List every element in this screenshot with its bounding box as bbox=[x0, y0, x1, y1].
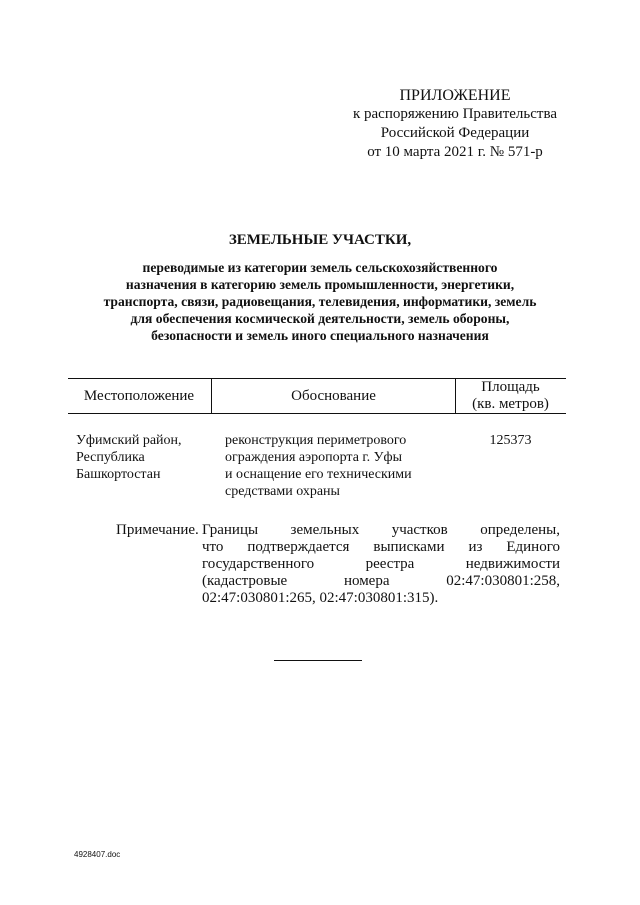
land-plots-table bbox=[68, 378, 566, 514]
table-header bbox=[68, 378, 566, 414]
appendix-line-3: от 10 марта 2021 г. № 571-р bbox=[367, 144, 543, 160]
location-line: Уфимский район, bbox=[76, 433, 182, 448]
subtitle-line: безопасности и земель иного специального назначения bbox=[151, 328, 489, 343]
note-line: государственного реестра недвижимости bbox=[202, 556, 560, 572]
subtitle-line: переводимые из категории земель сельскохозяйственного bbox=[142, 260, 498, 275]
header-basis: Обоснование bbox=[211, 379, 456, 413]
basis-line: и оснащение его техническими bbox=[225, 467, 412, 482]
appendix-title: ПРИЛОЖЕНИЕ bbox=[399, 87, 511, 104]
note-line: (кадастровые номера 02:47:030801:258, bbox=[202, 573, 560, 589]
note-line: что подтверждается выписками из Единого bbox=[202, 539, 560, 555]
subtitle-line: для обеспечения космической деятельности, земель обороны, bbox=[130, 311, 510, 326]
header-area-line-1: Площадь bbox=[481, 379, 540, 395]
table-row bbox=[68, 414, 566, 514]
note-line: 02:47:030801:265, 02:47:030801:315). bbox=[202, 590, 439, 606]
appendix-line-2: Российской Федерации bbox=[380, 125, 530, 141]
appendix-line-1: к распоряжению Правительства bbox=[352, 106, 557, 122]
document-title: ЗЕМЕЛЬНЫЕ УЧАСТКИ, bbox=[228, 232, 412, 248]
basis-line: ограждения аэропорта г. Уфы bbox=[225, 450, 402, 465]
header-location: Местоположение bbox=[83, 387, 195, 404]
subtitle-line: назначения в категорию земель промышленности, энергетики, bbox=[125, 277, 515, 292]
cell-area: 125373 bbox=[489, 433, 532, 448]
cell-basis bbox=[225, 432, 445, 500]
subtitle-line: транспорта, связи, радиовещания, телевидения, информатики, земель bbox=[103, 294, 537, 309]
location-line: Башкортостан bbox=[76, 467, 161, 482]
location-line: Республика bbox=[76, 450, 145, 465]
footer-doc-id: 4928407.doc bbox=[74, 850, 121, 859]
appendix-block bbox=[330, 86, 580, 162]
header-area-line-2: (кв. метров) bbox=[472, 396, 549, 412]
basis-line: средствами охраны bbox=[225, 484, 340, 499]
end-separator bbox=[274, 660, 362, 661]
cell-location bbox=[76, 432, 216, 483]
header-area bbox=[455, 379, 566, 413]
basis-line: реконструкция периметрового bbox=[225, 433, 407, 448]
document-subtitle bbox=[85, 259, 555, 344]
note-label: Примечание. bbox=[116, 522, 199, 538]
note-text bbox=[202, 522, 560, 607]
note-line: Границы земельных участков определены, bbox=[202, 522, 560, 538]
